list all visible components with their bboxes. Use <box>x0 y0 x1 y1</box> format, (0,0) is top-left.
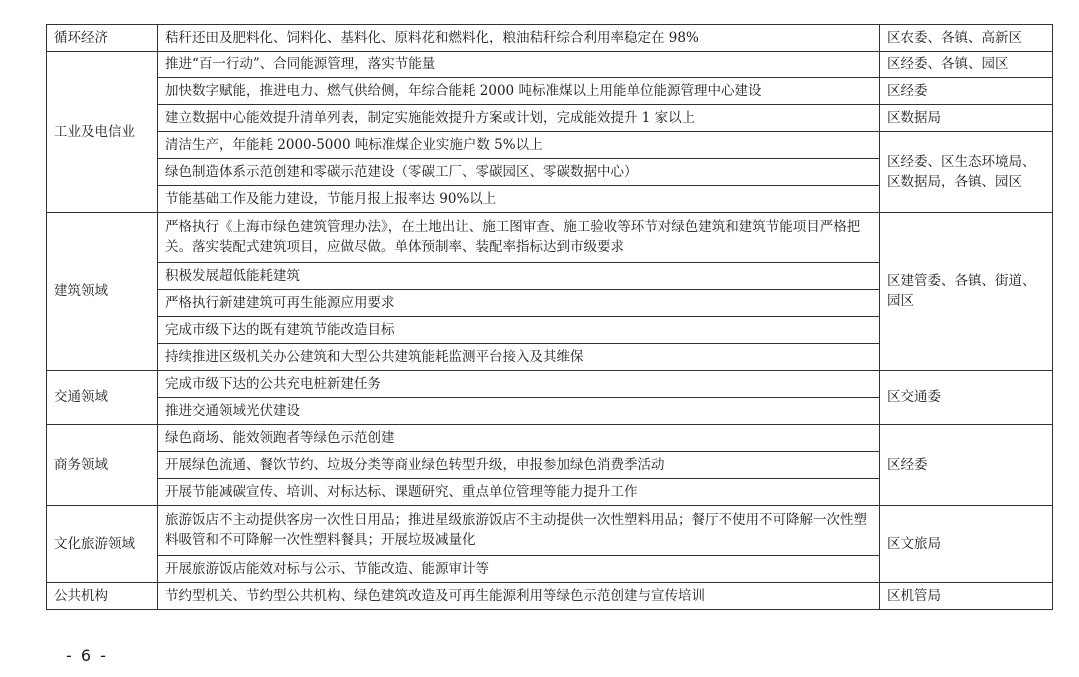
task-cell: 旅游饭店不主动提供客房一次性日用品；推进星级旅游饭店不主动提供一次性塑料用品；餐厅不使用不可降解一次性塑料吸管和不可降解一次性塑料餐具；开展垃圾减量化 <box>158 506 880 556</box>
page-number: - 6 - <box>66 646 108 665</box>
task-cell: 节约型机关、节约型公共机构、绿色建筑改造及可再生能源利用等绿色示范创建与宣传培训 <box>158 583 880 610</box>
responsible-cell: 区文旅局 <box>880 506 1053 583</box>
responsible-cell: 区农委、各镇、高新区 <box>880 25 1053 52</box>
table-row <box>47 132 1053 159</box>
task-cell: 严格执行《上海市绿色建筑管理办法》，在土地出让、施工图审查、施工验收等环节对绿色建筑和建筑节能项目严格把关。落实装配式建筑项目，应做尽做。单体预制率、装配率指标达到市级要求 <box>158 213 880 263</box>
task-cell: 开展绿色流通、餐饮节约、垃圾分类等商业绿色转型升级，申报参加绿色消费季活动 <box>158 452 880 479</box>
field-cell: 工业及电信业 <box>47 52 158 213</box>
task-cell: 完成市级下达的公共充电桩新建任务 <box>158 371 880 398</box>
table-row <box>47 506 1053 556</box>
task-cell: 持续推进区级机关办公建筑和大型公共建筑能耗监测平台接入及其维保 <box>158 344 880 371</box>
responsible-cell: 区经委 <box>880 425 1053 506</box>
field-cell: 商务领域 <box>47 425 158 506</box>
responsible-cell: 区经委、区生态环境局、区数据局，各镇、园区 <box>880 132 1053 213</box>
responsible-cell: 区建管委、各镇、街道、园区 <box>880 213 1053 371</box>
task-cell: 开展旅游饭店能效对标与公示、节能改造、能源审计等 <box>158 556 880 583</box>
task-cell: 绿色制造体系示范创建和零碳示范建设（零碳工厂、零碳园区、零碳数据中心） <box>158 159 880 186</box>
field-cell: 循环经济 <box>47 25 158 52</box>
table-row <box>47 105 1053 132</box>
task-cell: 完成市级下达的既有建筑节能改造目标 <box>158 317 880 344</box>
table-row <box>47 52 1053 78</box>
responsible-cell: 区数据局 <box>880 105 1053 132</box>
field-cell: 文化旅游领域 <box>47 506 158 583</box>
task-cell: 秸秆还田及肥料化、饲料化、基料化、原料花和燃料化，粮油秸秆综合利用率稳定在 98% <box>158 25 880 52</box>
task-cell: 清洁生产，年能耗 2000-5000 吨标准煤企业实施户数 5%以上 <box>158 132 880 159</box>
responsible-cell: 区经委 <box>880 78 1053 105</box>
table-row <box>47 25 1053 52</box>
responsible-cell: 区交通委 <box>880 371 1053 425</box>
responsible-cell: 区经委、各镇、园区 <box>880 52 1053 78</box>
tasks-table <box>46 24 1053 610</box>
task-cell: 节能基础工作及能力建设，节能月报上报率达 90%以上 <box>158 186 880 213</box>
table-row <box>47 583 1053 610</box>
field-cell: 交通领域 <box>47 371 158 425</box>
task-cell: 加快数字赋能，推进电力、燃气供给侧，年综合能耗 2000 吨标准煤以上用能单位能源管理中心建设 <box>158 78 880 105</box>
table-row <box>47 425 1053 452</box>
task-cell: 建立数据中心能效提升清单列表，制定实施能效提升方案或计划，完成能效提升 1 家以上 <box>158 105 880 132</box>
table-row <box>47 213 1053 263</box>
task-cell: 开展节能减碳宣传、培训、对标达标、课题研究、重点单位管理等能力提升工作 <box>158 479 880 506</box>
task-cell: 推进“百一行动”、合同能源管理，落实节能量 <box>158 52 880 78</box>
field-cell: 建筑领域 <box>47 213 158 371</box>
task-cell: 积极发展超低能耗建筑 <box>158 263 880 290</box>
responsible-cell: 区机管局 <box>880 583 1053 610</box>
table-row <box>47 78 1053 105</box>
field-cell: 公共机构 <box>47 583 158 610</box>
table-row <box>47 371 1053 398</box>
task-cell: 绿色商场、能效领跑者等绿色示范创建 <box>158 425 880 452</box>
task-cell: 严格执行新建建筑可再生能源应用要求 <box>158 290 880 317</box>
task-cell: 推进交通领域光伏建设 <box>158 398 880 425</box>
